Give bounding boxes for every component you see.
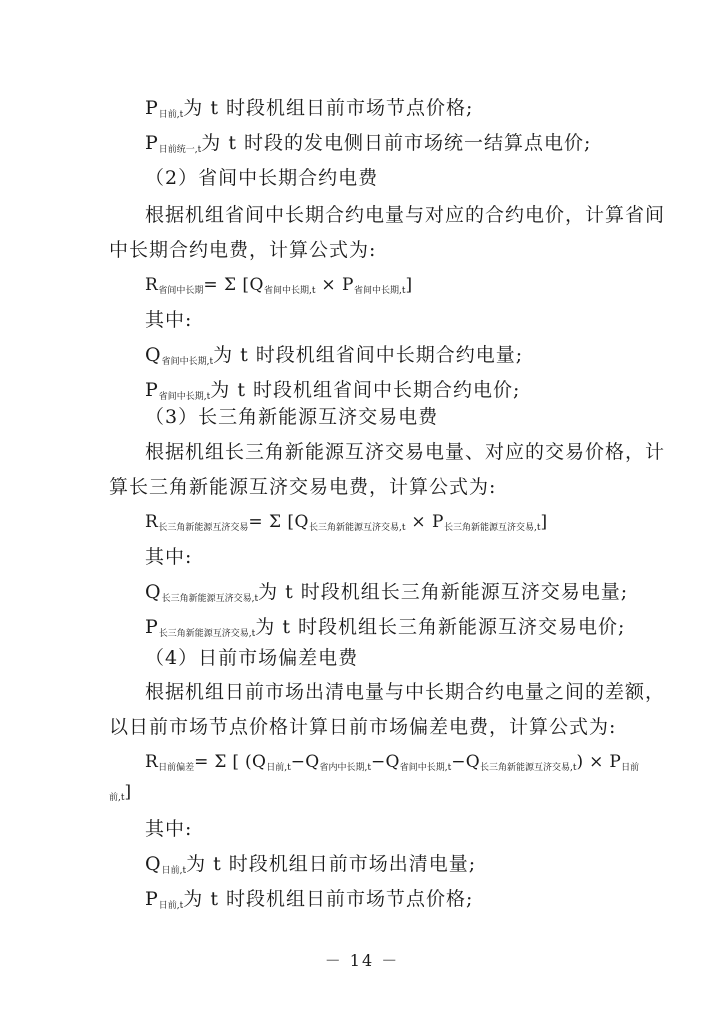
section-heading: （3）长三角新能源互济交易电费 bbox=[145, 406, 439, 428]
formula: $R_{长三角新能源互济交易}= \Sigma$ $[Q_{长三角新能源互济交易,t} \times P_{长三角新能源互济交易,t}]$ bbox=[145, 512, 548, 533]
paragraph-line: 根据机组长三角新能源互济交易电量、对应的交易价格，计 bbox=[145, 441, 666, 463]
definition-line: $P_{日前,t}$为 t 时段机组日前市场节点价格; bbox=[145, 97, 474, 120]
label-line: 其中: bbox=[145, 818, 193, 840]
section-heading: （2）省间中长期合约电费 bbox=[145, 167, 379, 189]
formula: $R_{省间中长期}= \Sigma$ $[Q_{省间中长期,t} \times P_{省间中长期,t}]$ bbox=[145, 275, 413, 296]
section-heading: （4）日前市场偏差电费 bbox=[145, 647, 359, 669]
definition-line: $P_{日前统一,t}$为 t 时段的发电侧日前市场统一结算点电价; bbox=[145, 132, 592, 155]
definition-line: $Q_{长三角新能源互济交易,t}$为 t 时段机组长三角新能源互济交易电量; bbox=[145, 581, 629, 604]
formula-continuation: $_{前,t}$] bbox=[109, 782, 132, 803]
paragraph-line: 根据机组日前市场出清电量与中长期合约电量之间的差额， bbox=[145, 681, 666, 703]
label-line: 其中: bbox=[145, 309, 193, 331]
definition-line: $Q_{省间中长期,t}$为 t 时段机组省间中长期合约电量; bbox=[145, 344, 524, 367]
paragraph-line: 算长三角新能源互济交易电费，计算公式为: bbox=[109, 476, 497, 498]
paragraph-line: 中长期合约电费，计算公式为: bbox=[109, 239, 377, 261]
paragraph-line: 以日前市场节点价格计算日前市场偏差电费，计算公式为: bbox=[109, 716, 617, 738]
definition-line: $P_{省间中长期,t}$为 t 时段机组省间中长期合约电价; bbox=[145, 379, 521, 402]
definition-line: $P_{日前,t}$为 t 时段机组日前市场节点价格; bbox=[145, 888, 474, 911]
definition-line: $Q_{日前,t}$为 t 时段机组日前市场出清电量; bbox=[145, 853, 477, 876]
paragraph-line: 根据机组省间中长期合约电量与对应的合约电价，计算省间 bbox=[145, 204, 666, 226]
definition-line: $P_{长三角新能源互济交易,t}$为 t 时段机组长三角新能源互济交易电价; bbox=[145, 616, 626, 639]
label-line: 其中: bbox=[145, 546, 193, 568]
page-number: － 14 － bbox=[324, 951, 400, 970]
formula: $R_{日前偏差}= \Sigma$ [ $(Q_{日前,t}-Q_{省内中长期,t}-Q_{省间中长期,t}-Q_{长三角新能源互济交易,t}) \times P_{日前}$ bbox=[145, 752, 640, 773]
